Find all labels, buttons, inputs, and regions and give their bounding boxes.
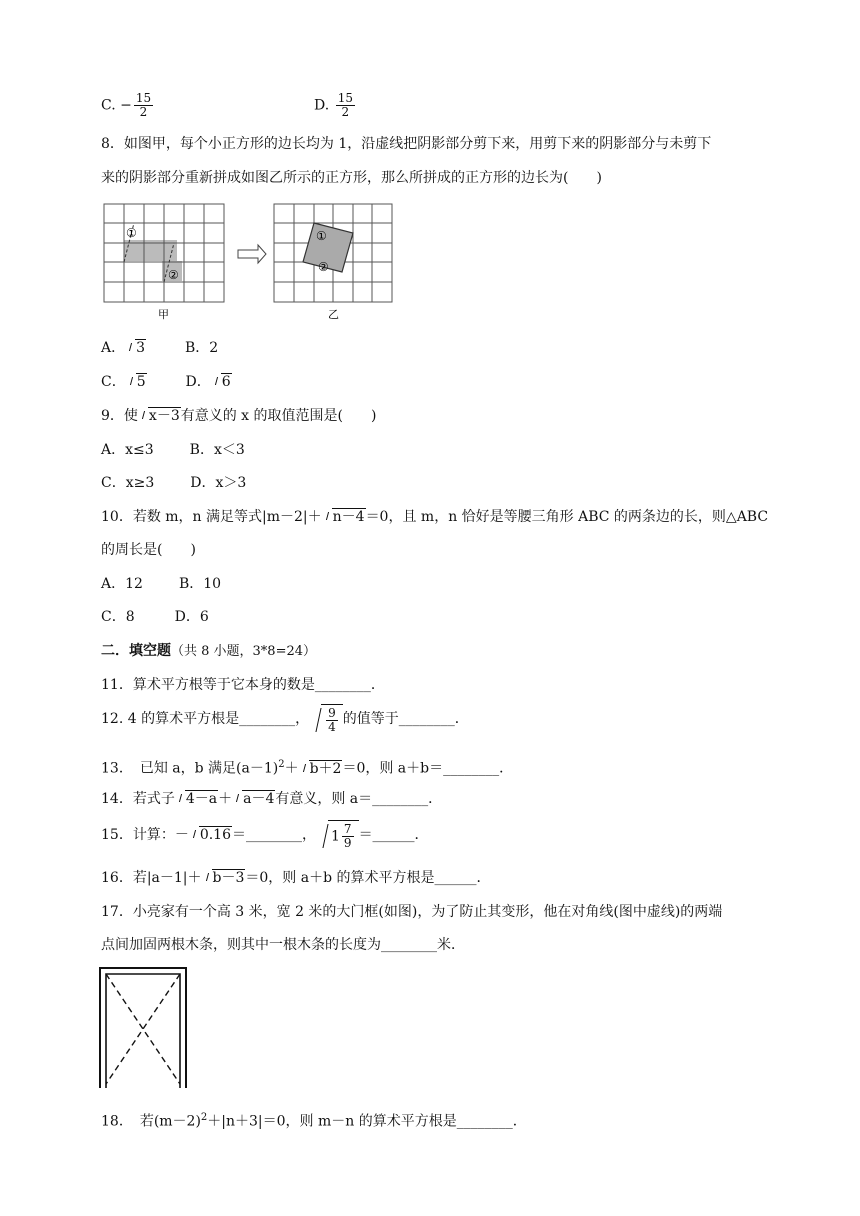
q14-radicand-1: 4－a bbox=[185, 791, 218, 807]
q8-option-a-radicand: 3 bbox=[136, 340, 146, 356]
q15-den: 9 bbox=[343, 836, 352, 850]
q12-sqrt bbox=[309, 704, 343, 734]
q9-prefix: 9．使 bbox=[101, 408, 138, 424]
q12-part2: 的值等于________． bbox=[342, 711, 469, 727]
q10-sqrt bbox=[323, 507, 366, 527]
q15-part1: 15．计算：－ bbox=[101, 827, 189, 843]
q10-options-ab bbox=[101, 574, 221, 594]
q16-sqrt bbox=[203, 868, 246, 888]
mark-2-right: ② bbox=[318, 260, 329, 274]
q9-option-b: B．x＜3 bbox=[189, 442, 245, 458]
q15-fraction bbox=[342, 823, 354, 850]
q10-options-cd bbox=[101, 607, 209, 627]
q15-part3: ＝______． bbox=[358, 827, 429, 843]
q7-option-c-den: 2 bbox=[139, 105, 148, 119]
q14-plus: ＋ bbox=[218, 791, 233, 807]
q8-option-a-sqrt bbox=[126, 338, 146, 358]
q15-mixed-radicand bbox=[328, 820, 359, 850]
q10-part2: ＝0，且 m，n 恰好是等腰三角形 ABC 的两条边的长，则△ABC bbox=[365, 509, 769, 525]
q8-option-b: B．2 bbox=[184, 340, 219, 356]
q13-text bbox=[101, 755, 513, 779]
q14-radicand-2: a－4 bbox=[243, 791, 275, 807]
q12-den: 4 bbox=[328, 720, 336, 734]
q13-part2: ＋ bbox=[284, 760, 299, 777]
q14-part1: 14．若式子 bbox=[101, 791, 175, 807]
q9-option-c: C．x≥3 bbox=[101, 475, 155, 491]
q14-sqrt-2 bbox=[233, 789, 275, 809]
q7-option-d-num: 15 bbox=[337, 91, 353, 105]
q9-radicand: x－3 bbox=[148, 408, 180, 424]
fig-left-label: 甲 bbox=[158, 308, 169, 321]
q8-options-ab bbox=[101, 338, 218, 358]
q7-options bbox=[101, 92, 357, 119]
q8-option-c-sqrt bbox=[127, 372, 147, 392]
q15-sqrt bbox=[190, 825, 232, 845]
q10-option-d: D．6 bbox=[174, 609, 209, 625]
q8-text-line2: 来的阴影部分重新拼成如图乙所示的正方形，那么所拼成的正方形的边长为( ) bbox=[101, 170, 602, 186]
q13-exponent: 2 bbox=[278, 759, 285, 770]
q15-radicand: 0.16 bbox=[199, 827, 231, 843]
q10-text-line1 bbox=[101, 507, 768, 527]
q8-figure bbox=[100, 200, 400, 324]
q8-option-a-label: A． bbox=[101, 340, 126, 356]
q18-exponent: 2 bbox=[200, 1112, 208, 1123]
q12-radicand bbox=[321, 704, 343, 734]
q16-text bbox=[101, 868, 491, 888]
q9-options-cd bbox=[101, 473, 246, 493]
q7-option-c-num: 15 bbox=[135, 91, 152, 105]
q10-radicand: n－4 bbox=[332, 509, 365, 525]
q14-part2: 有意义，则 a＝________． bbox=[275, 791, 443, 807]
q8-option-d-label: D． bbox=[185, 374, 211, 390]
arrow-right-icon bbox=[238, 245, 266, 263]
q7-option-d-den: 2 bbox=[341, 105, 350, 119]
q7-option-c-sign: − bbox=[120, 97, 132, 114]
q8-text-line1: 8．如图甲，每个小正方形的边长均为 1，沿虚线把阴影部分剪下来，用剪下来的阴影部分与未剪下 bbox=[101, 136, 712, 152]
q13-part3: ＝0，则 a＋b＝________． bbox=[342, 760, 514, 777]
q8-option-c-label: C． bbox=[101, 374, 126, 390]
q7-option-d-fraction bbox=[336, 92, 355, 119]
q10-part1: 10．若数 m，n 满足等式|m－2|＋ bbox=[101, 509, 322, 525]
q13-sqrt bbox=[300, 759, 343, 779]
q8-option-d-sqrt bbox=[212, 372, 232, 392]
grid-left bbox=[104, 204, 224, 321]
q11-text: 11．算术平方根等于它本身的数是________． bbox=[101, 677, 385, 693]
q10-option-a: A．12 bbox=[101, 576, 143, 592]
q15-text bbox=[101, 820, 429, 850]
q12-num: 9 bbox=[328, 706, 336, 720]
q13-radicand: b＋2 bbox=[309, 760, 342, 777]
q15-mixed-sqrt bbox=[316, 820, 359, 850]
section2-title: 二．填空题 bbox=[101, 643, 171, 659]
q8-option-c-radicand: 5 bbox=[136, 374, 146, 390]
q18-part1: 18． 若(m－2) bbox=[101, 1113, 201, 1130]
q13-part1: 13． 已知 a，b 满足(a－1) bbox=[101, 760, 279, 777]
q10-text-line2: 的周长是( ) bbox=[101, 542, 196, 558]
mark-1-right: ① bbox=[316, 229, 327, 243]
q9-text bbox=[101, 406, 376, 426]
fig-right-label: 乙 bbox=[328, 308, 339, 321]
q14-text bbox=[101, 789, 442, 809]
q10-option-b: B．10 bbox=[178, 576, 222, 592]
q10-option-c: C．8 bbox=[101, 609, 135, 625]
q16-radicand: b－3 bbox=[212, 870, 245, 886]
q12-fraction bbox=[326, 707, 338, 734]
q16-part2: ＝0，则 a＋b 的算术平方根是______． bbox=[245, 870, 491, 886]
q15-part2: ＝________， bbox=[232, 827, 316, 843]
section2-note: （共 8 小题，3*8=24） bbox=[171, 644, 317, 659]
q8-options-cd bbox=[101, 372, 232, 392]
q12-part1: 12. 4 的算术平方根是________， bbox=[101, 711, 310, 727]
mark-1-left: ① bbox=[126, 226, 137, 240]
q8-option-d-radicand: 6 bbox=[221, 374, 231, 390]
door-frame-figure bbox=[98, 966, 190, 1090]
q7-option-d-label: D. bbox=[314, 97, 330, 114]
q17-text-line1: 17．小亮家有一个高 3 米，宽 2 米的大门框(如图)，为了防止其变形，他在对角线(图中虚线)的两端 bbox=[101, 904, 723, 920]
q15-whole: 1 bbox=[331, 828, 340, 845]
q18-text bbox=[101, 1108, 527, 1132]
q9-sqrt bbox=[139, 406, 181, 426]
q7-option-c-fraction bbox=[134, 92, 153, 119]
q9-suffix: 有意义的 x 的取值范围是( ) bbox=[180, 408, 377, 424]
mark-2-left: ② bbox=[168, 268, 179, 282]
q18-part2: ＋|n＋3|＝0，则 m－n 的算术平方根是________． bbox=[207, 1113, 527, 1130]
q17-text-line2: 点间加固两根木条，则其中一根木条的长度为________米． bbox=[101, 937, 465, 953]
q15-num: 7 bbox=[343, 822, 352, 836]
q9-option-d: D．x＞3 bbox=[190, 475, 247, 491]
section2-heading bbox=[101, 641, 316, 662]
q12-text bbox=[101, 704, 469, 734]
q16-part1: 16．若|a－1|＋ bbox=[101, 870, 202, 886]
q9-option-a: A．x≤3 bbox=[101, 442, 154, 458]
q14-sqrt-1 bbox=[176, 789, 218, 809]
q7-option-c-label: C. bbox=[101, 97, 116, 114]
grid-right bbox=[274, 204, 392, 321]
q9-options-ab bbox=[101, 440, 245, 460]
